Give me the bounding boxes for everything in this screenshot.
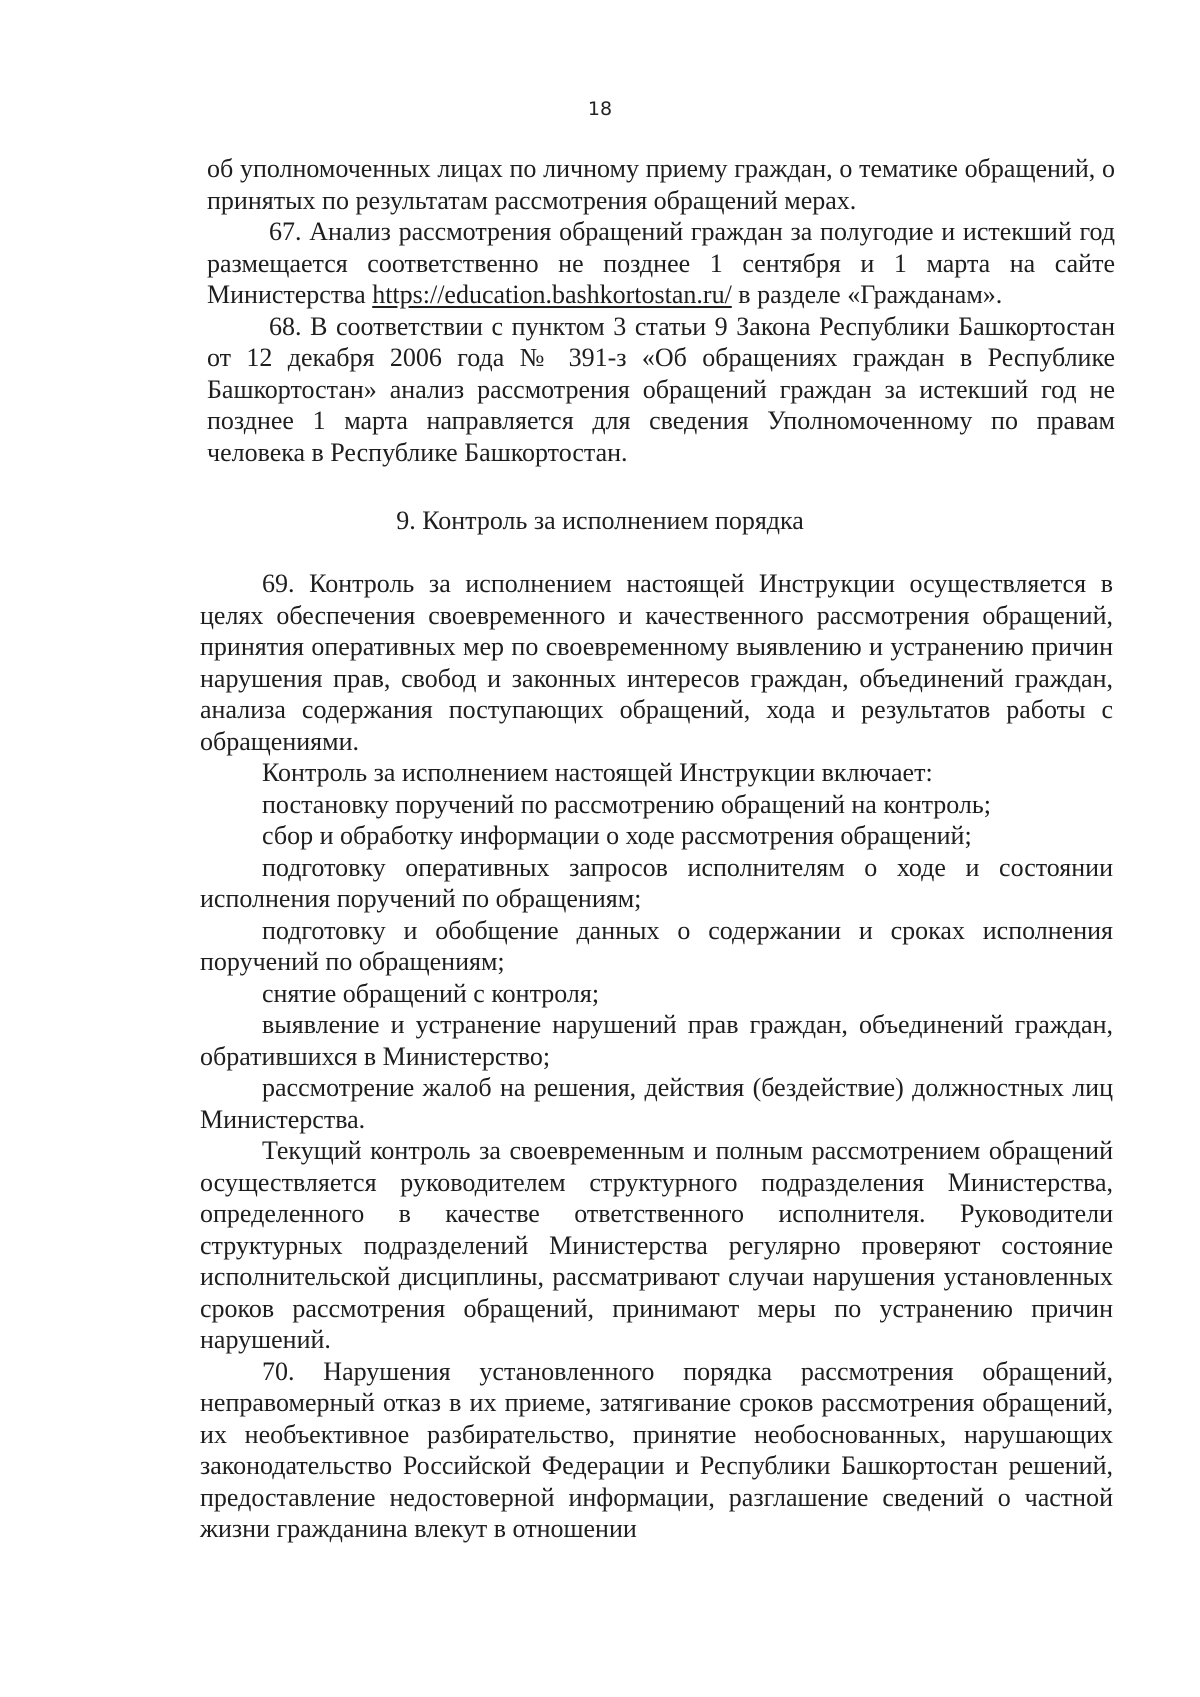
page-number: 18 [587,98,613,120]
paragraph-68: 68. В соответствии с пунктом 3 статьи 9 Закона Республики Башкортостан от 12 декабря 2006 года № 391-з «Об обращениях граждан в Республике Башкортостан» анализ рассмотрения обращений граждан за истекший год не позднее 1 марта направляется для сведения Уполномоченному по правам человека в Республике Башкортостан. [207,311,1115,467]
section-heading: 9. Контроль за исполнением порядка [396,506,804,535]
paragraph-continuation: об уполномоченных лицах по личному приему граждан, о тематике обращений, о принятых по результатам рассмотрения обращений мерах. [207,154,1115,215]
paragraph-current-control: Текущий контроль за своевременным и полным рассмотрением обращений осуществляется руководителем структурного подразделения Министерства, определенного в качестве ответственного исполнителя. Руководители структурных подразделений Министерства регулярно проверяют состояние исполнительской дисциплины, рассматривают случаи нарушения установленных сроков рассмотрения обращений, принимают меры по устранению причин нарушений. [200,1136,1113,1354]
list-item-2: сбор и обработку информации о ходе рассмотрения обращений; [262,821,972,850]
list-item-7: рассмотрение жалоб на решения, действия (бездействие) должностных лиц Министерства. [200,1073,1113,1134]
paragraph-69: 69. Контроль за исполнением настоящей Инструкции осуществляется в целях обеспечения своевременного и качественного рассмотрения обращений, принятия оперативных мер по своевременному выявлению и устранению причин нарушения прав, свобод и законных интересов граждан, объединений граждан, анализа содержания поступающих обращений, хода и результатов работы с обращениями. [200,569,1113,756]
paragraph-67 [207,216,1115,311]
paragraph-67-text: 67. Анализ рассмотрения обращений граждан за полугодие и истекший год размещается соответственно не позднее 1 сентября и 1 марта на сайте Министерства [207,217,1115,309]
text-block-main [200,568,1113,1545]
list-item-6: выявление и устранение нарушений прав граждан, объединений граждан, обратившихся в Министерство; [200,1010,1113,1071]
list-item-5: снятие обращений с контроля; [262,978,600,1008]
list-item-1: постановку поручений по рассмотрению обращений на контроль; [262,789,991,819]
text-block-top [207,153,1115,468]
ministry-website-link[interactable]: https://education.bashkortostan.ru/ [372,280,732,309]
paragraph-67-tail: в разделе «Гражданам». [731,280,1003,309]
list-item-4: подготовку и обобщение данных о содержании и сроках исполнения поручений по обращениям; [200,915,1113,976]
paragraph-control-includes: Контроль за исполнением настоящей Инструкции включает: [262,758,933,787]
paragraph-70: 70. Нарушения установленного порядка рассмотрения обращений, неправомерный отказ в их приеме, затягивание сроков рассмотрения обращений, их необъективное разбирательство, принятие необоснованных, нарушающих законодательство Российской Федерации и Республики Башкортостан решений, предоставление недостоверной информации, разглашение сведений о частной жизни гражданина влекут в отношении [200,1356,1113,1543]
list-item-3: подготовку оперативных запросов исполнителям о ходе и состоянии исполнения поручений по обращениям; [200,852,1113,913]
